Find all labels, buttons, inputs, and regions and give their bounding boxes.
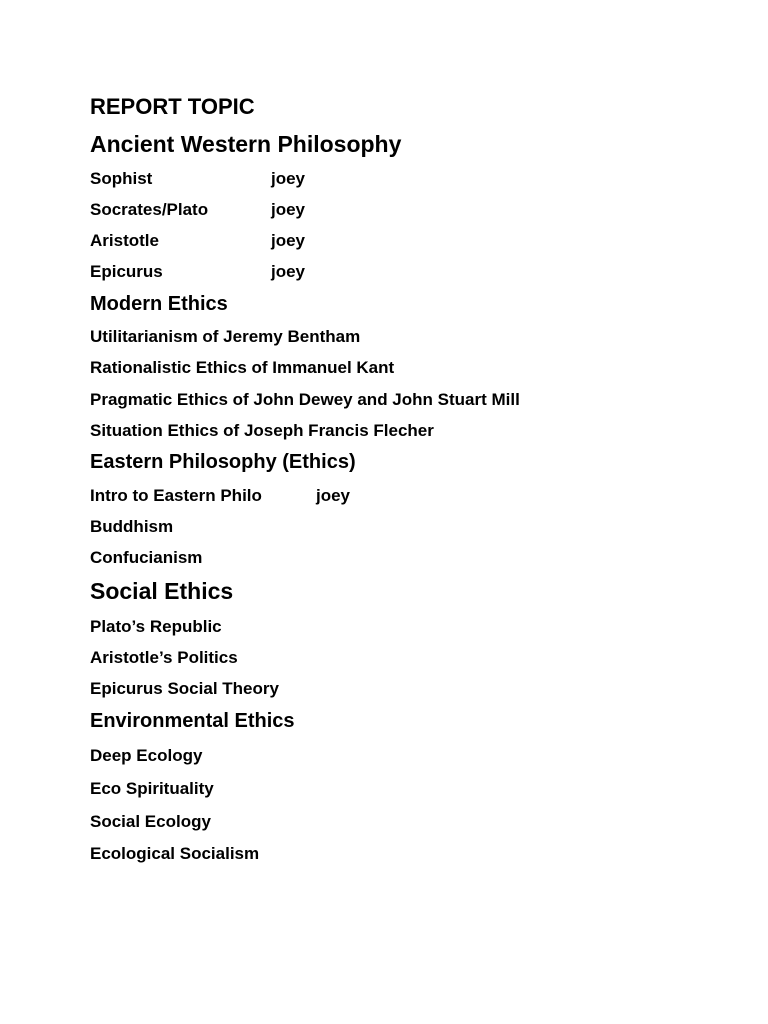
topic-eco-spirituality: Eco Spirituality [90, 779, 214, 798]
topic-pragmatic-ethics: Pragmatic Ethics of John Dewey and John Stuart Mill [90, 390, 520, 409]
section-heading-social-ethics: Social Ethics [90, 578, 234, 604]
topic-buddhism: Buddhism [90, 517, 174, 536]
assignee-intro-eastern-philo: joey [316, 486, 351, 505]
topic-aristotles-politics: Aristotle’s Politics [90, 648, 238, 667]
topic-rationalistic-ethics: Rationalistic Ethics of Immanuel Kant [90, 358, 395, 377]
topic-socrates-plato: Socrates/Plato [90, 200, 209, 219]
topic-situation-ethics: Situation Ethics of Joseph Francis Flecher [90, 421, 434, 440]
topic-confucianism: Confucianism [90, 548, 203, 567]
topic-ecological-socialism: Ecological Socialism [90, 844, 260, 863]
topic-aristotle: Aristotle [90, 231, 159, 250]
assignee-sophist: joey [271, 169, 306, 188]
assignee-socrates-plato: joey [271, 200, 306, 219]
topic-deep-ecology: Deep Ecology [90, 746, 203, 765]
section-heading-eastern-philosophy: Eastern Philosophy (Ethics) [90, 451, 356, 473]
topic-social-ecology: Social Ecology [90, 812, 211, 831]
section-heading-modern-ethics: Modern Ethics [90, 293, 228, 315]
section-heading-environmental-ethics: Environmental Ethics [90, 710, 295, 732]
topic-intro-eastern-philo: Intro to Eastern Philo [90, 486, 262, 505]
assignee-epicurus: joey [271, 262, 306, 281]
topic-epicurus-social-theory: Epicurus Social Theory [90, 679, 279, 698]
report-title: REPORT TOPIC [90, 94, 255, 119]
topic-platos-republic: Plato’s Republic [90, 617, 222, 636]
assignee-aristotle: joey [271, 231, 306, 250]
topic-sophist: Sophist [90, 169, 153, 188]
topic-utilitarianism: Utilitarianism of Jeremy Bentham [90, 327, 361, 346]
topic-epicurus: Epicurus [90, 262, 163, 281]
section-heading-ancient-western-philosophy: Ancient Western Philosophy [90, 131, 402, 157]
